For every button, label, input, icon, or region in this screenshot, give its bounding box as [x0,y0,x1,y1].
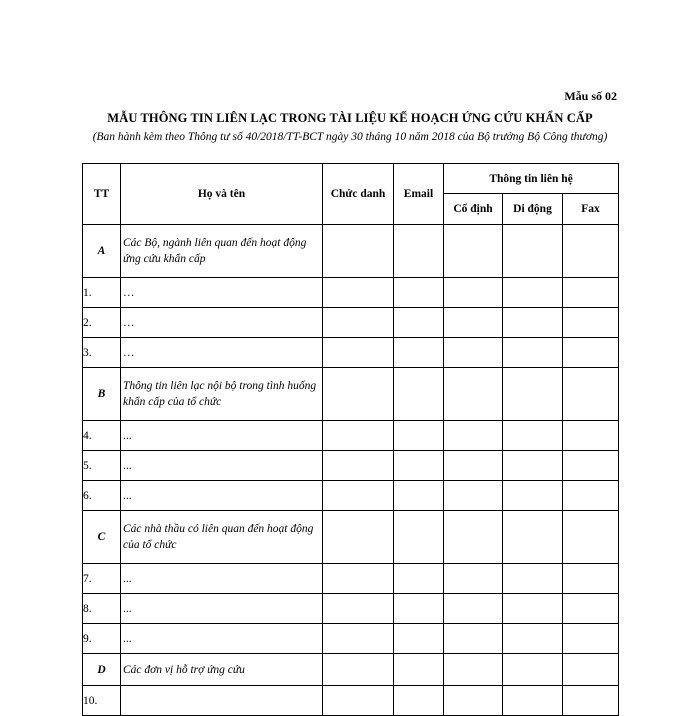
cell-empty [323,308,394,338]
cell-empty [394,308,444,338]
row-name: … [121,338,323,368]
row-number: 10. [83,686,121,716]
header-name: Họ và tên [121,164,323,225]
cell-empty [444,481,503,511]
row-number: 1. [83,278,121,308]
cell-empty [394,654,444,686]
cell-empty [503,225,563,278]
cell-empty [563,686,619,716]
cell-empty [444,308,503,338]
cell-empty [563,225,619,278]
cell-empty [444,511,503,564]
table-row [83,421,619,451]
row-name: … [121,278,323,308]
row-name: ... [121,481,323,511]
table-row [83,481,619,511]
header-tt: TT [83,164,121,225]
cell-empty [563,451,619,481]
cell-empty [323,624,394,654]
row-number: 7. [83,564,121,594]
cell-empty [563,511,619,564]
row-number: 3. [83,338,121,368]
cell-empty [323,564,394,594]
row-name [121,686,323,716]
cell-empty [394,564,444,594]
row-number: 8. [83,594,121,624]
section-title: Các nhà thầu có liên quan đến hoạt động của tổ chức [121,511,323,564]
cell-empty [444,451,503,481]
section-row-d [83,654,619,686]
table-row [83,624,619,654]
section-id: A [83,225,121,278]
cell-empty [394,481,444,511]
cell-empty [503,368,563,421]
row-name: ... [121,594,323,624]
row-name: … [121,308,323,338]
form-number: Mẫu số 02 [564,89,617,103]
cell-empty [394,686,444,716]
header-contact-info: Thông tin liên hệ [444,164,619,194]
cell-empty [444,225,503,278]
cell-empty [563,564,619,594]
cell-empty [323,278,394,308]
table-row [83,451,619,481]
cell-empty [323,338,394,368]
cell-empty [563,278,619,308]
cell-empty [503,594,563,624]
cell-empty [444,278,503,308]
cell-empty [503,421,563,451]
document-title: MẪU THÔNG TIN LIÊN LẠC TRONG TÀI LIỆU KẾ HOẠCH ỨNG CỨU KHẨN CẤP [107,111,593,125]
section-row-a [83,225,619,278]
cell-empty [394,511,444,564]
cell-empty [563,481,619,511]
row-name: ... [121,421,323,451]
cell-empty [444,654,503,686]
header-email: Email [394,164,444,225]
cell-empty [394,278,444,308]
header-mobile: Di động [503,194,563,225]
table-row [83,594,619,624]
cell-empty [394,225,444,278]
section-title: Các đơn vị hỗ trợ ứng cứu [121,654,323,686]
row-name: ... [121,451,323,481]
row-number: 5. [83,451,121,481]
row-number: 4. [83,421,121,451]
cell-empty [394,624,444,654]
cell-empty [394,368,444,421]
cell-empty [394,421,444,451]
table-row [83,278,619,308]
section-id: B [83,368,121,421]
cell-empty [563,308,619,338]
cell-empty [394,594,444,624]
cell-empty [323,594,394,624]
cell-empty [323,421,394,451]
cell-empty [323,451,394,481]
table-row [83,564,619,594]
cell-empty [444,338,503,368]
cell-empty [444,594,503,624]
cell-empty [503,278,563,308]
cell-empty [563,594,619,624]
cell-empty [323,225,394,278]
cell-empty [563,338,619,368]
section-title: Các Bộ, ngành liên quan đến hoạt động ứng cứu khẩn cấp [121,225,323,278]
cell-empty [323,511,394,564]
contact-table [82,163,619,716]
table-row [83,308,619,338]
cell-empty [323,686,394,716]
section-title: Thông tin liên lạc nội bộ trong tình huống khẩn cấp của tổ chức [121,368,323,421]
header-landline: Cố định [444,194,503,225]
cell-empty [394,451,444,481]
cell-empty [503,308,563,338]
row-name: ... [121,624,323,654]
table-row [83,686,619,716]
cell-empty [563,624,619,654]
cell-empty [444,686,503,716]
cell-empty [323,481,394,511]
section-id: D [83,654,121,686]
section-row-c [83,511,619,564]
cell-empty [503,511,563,564]
cell-empty [323,368,394,421]
row-name: ... [121,564,323,594]
row-number: 2. [83,308,121,338]
document-subtitle: (Ban hành kèm theo Thông tư số 40/2018/TT-BCT ngày 30 tháng 10 năm 2018 của Bộ trưởng Bộ Công thương) [92,131,608,143]
cell-empty [503,451,563,481]
cell-empty [563,368,619,421]
row-number: 9. [83,624,121,654]
cell-empty [503,624,563,654]
cell-empty [323,654,394,686]
cell-empty [394,338,444,368]
cell-empty [444,421,503,451]
cell-empty [444,564,503,594]
section-id: C [83,511,121,564]
cell-empty [444,368,503,421]
row-number: 6. [83,481,121,511]
cell-empty [503,686,563,716]
cell-empty [503,654,563,686]
cell-empty [563,654,619,686]
cell-empty [503,481,563,511]
header-position: Chức danh [323,164,394,225]
cell-empty [444,624,503,654]
cell-empty [503,564,563,594]
table-row [83,338,619,368]
section-row-b [83,368,619,421]
cell-empty [563,421,619,451]
header-fax: Fax [563,194,619,225]
cell-empty [503,338,563,368]
